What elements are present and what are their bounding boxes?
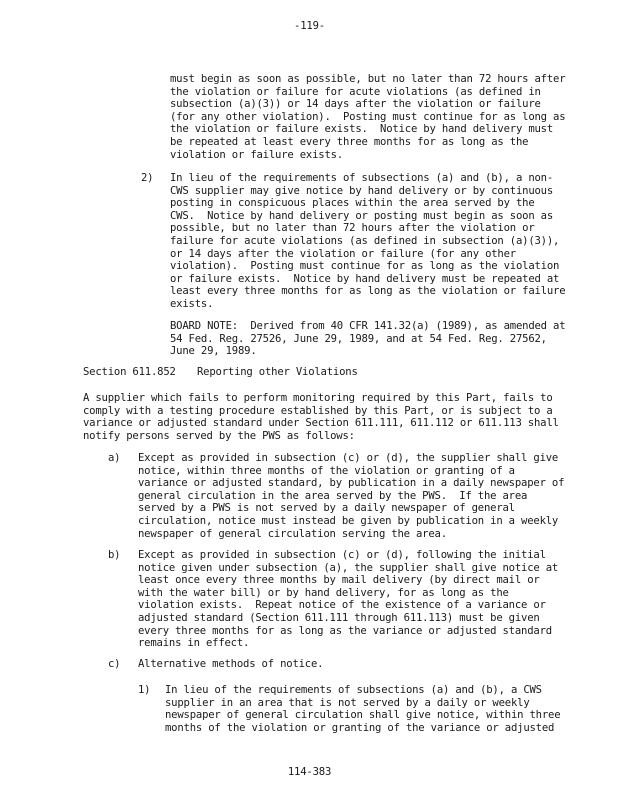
text-line: possible, but no later than 72 hours after the violation or [170,222,535,235]
text-line: CWS. Notice by hand delivery or posting must begin as soon as [170,209,554,222]
text-line: variance or adjusted standard under Section 611.111, 611.112 or 611.113 shall [83,417,559,430]
item-a-text [138,452,564,540]
text-line: violation). Posting must continue for as long as the violation [170,260,560,273]
text-line: BOARD NOTE: Derived from 40 CFR 141.32(a) (1989), as amended at [170,320,566,332]
text-line: adjusted standard (Section 611.111 through 611.113) must be given [138,611,540,624]
text-line: exists. [170,297,214,310]
text-line: notify persons served by the PWS as follows: [83,429,355,442]
text-line: CWS supplier may give notice by hand delivery or by continuous [170,184,554,197]
text-line: Except as provided in subsection (c) or (d), following the initial [138,549,546,561]
text-line: newspaper of general circulation shall give notice, within three [165,709,561,722]
board-note [170,320,565,358]
item-c-title: Alternative methods of notice. [138,658,324,670]
text-line: or failure exists. Notice by hand delivery must be repeated at [170,272,560,285]
text-line: In lieu of the requirements of subsections (a) and (b), a non- [170,172,554,184]
text-line: violation exists. Repeat notice of the existence of a variance or [138,599,546,612]
text-line: comply with a testing procedure established by this Part, or is subject to a [83,404,553,417]
text-line: supplier in an area that is not served by a daily or weekly [165,696,530,709]
text-line: circulation, notice must instead be given by publication in a weekly [138,514,559,527]
text-line: failure for acute violations (as defined in subsection (a)(3)), [170,234,560,247]
page-footer: 114-383 [287,766,332,778]
text-line: 54 Fed. Reg. 27526, June 29, 1989, and at 54 Fed. Reg. 27562, [170,332,547,345]
text-line: newspaper of general circulation serving the area. [138,527,447,540]
text-line: general circulation in the area served by the PWS. If the area [138,489,528,502]
item-2-text [170,172,565,311]
text-line: every three months for as long as the variance or adjusted standard [138,624,552,637]
item-b-text [138,549,558,650]
text-line: the violation or failure for acute violations (as defined in [170,85,541,98]
text-line: or 14 days after the violation or failure (for any other [170,247,516,260]
text-line: least once every three months by mail delivery (by direct mail or [138,574,540,587]
text-line: months of the violation or granting of the variance or adjusted [165,721,555,734]
item-c-label: c) [108,658,121,670]
text-line: subsection (a)(3)) or 14 days after the violation or failure [170,98,541,111]
text-line: remains in effect. [138,637,250,650]
section-number: Section 611.852 [83,366,176,378]
text-line: Except as provided in subsection (c) or (d), the supplier shall give [138,452,559,464]
text-line: the violation or failure exists. Notice by hand delivery must [170,123,554,136]
text-line: (for any other violation). Posting must continue for as long as [170,110,566,123]
text-line: A supplier which fails to perform monitoring required by this Part, fails to [83,392,553,404]
continued-paragraph [170,73,565,161]
text-line: notice, within three months of the violation or granting of a [138,464,515,477]
section-intro [83,392,559,442]
item-a-label: a) [108,452,121,464]
text-line: In lieu of the requirements of subsections (a) and (b), a CWS [165,684,542,696]
page-number: -119- [294,20,325,32]
text-line: posting in conspicuous places within the area served by the [170,197,535,210]
text-line: must begin as soon as possible, but no later than 72 hours after [170,73,566,85]
text-line: with the water bill) or by hand delivery, for as long as the [138,586,509,599]
text-line: notice given under subsection (a), the supplier shall give notice at [138,561,559,574]
item-c1-text [165,684,560,734]
text-line: served by a PWS is not served by a daily newspaper of general [138,502,515,515]
item-2-label: 2) [141,172,154,184]
text-line: variance or adjusted standard, by publication in a daily newspaper of [138,477,565,490]
text-line: violation or failure exists. [170,148,343,161]
text-line: June 29, 1989. [170,345,257,358]
text-line: be repeated at least every three months for as long as the [170,135,529,148]
text-line: least every three months for as long as the violation or failure [170,285,566,298]
item-b-label: b) [108,549,121,561]
item-c1-label: 1) [138,684,151,696]
section-title: Reporting other Violations [197,366,358,378]
